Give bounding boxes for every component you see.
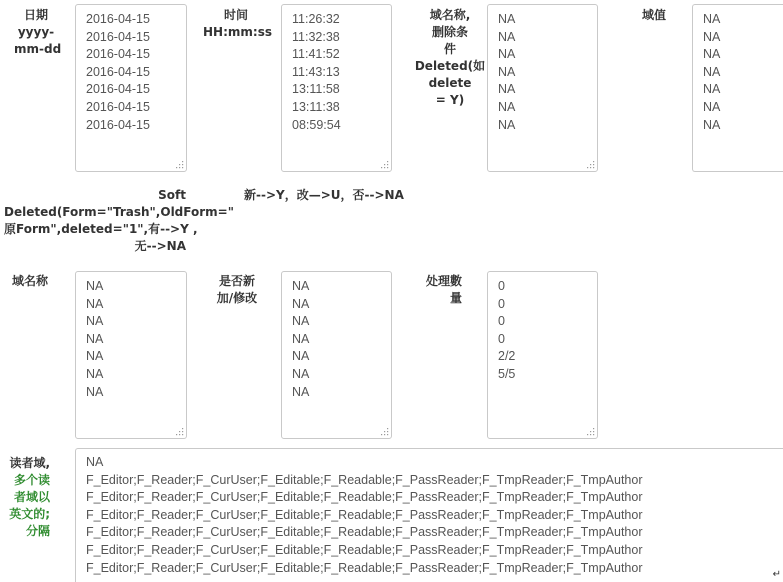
field-name-delete-value: NA bbox=[498, 47, 516, 62]
field-name-delete-label-line: 删除条 bbox=[431, 25, 468, 39]
field-value-value: NA bbox=[703, 99, 721, 114]
field-value-label bbox=[630, 7, 678, 24]
new-modify-legend-text: 新-->Y，改—>U，否-->NA bbox=[244, 188, 404, 202]
time-textarea[interactable] bbox=[281, 4, 392, 172]
reader-field-note-line: 者域以 bbox=[13, 490, 50, 504]
resize-grip-icon[interactable] bbox=[381, 161, 389, 169]
field-value-value: NA bbox=[703, 29, 721, 44]
reader-field-value: F_Editor;F_Reader;F_CurUser;F_Editable;F_Readable;F_PassReader;F_TmpReader;F_TmpAuthor bbox=[86, 542, 643, 557]
date-label-line: yyyy- bbox=[17, 25, 55, 39]
is-new-modified-value: NA bbox=[292, 296, 310, 311]
date-value: 2016-04-15 bbox=[86, 47, 150, 62]
resize-grip-icon[interactable] bbox=[587, 161, 595, 169]
field-name-delete-value: NA bbox=[498, 64, 516, 79]
is-new-modified-value: NA bbox=[292, 331, 310, 346]
reader-field-label-line: 读者域, bbox=[9, 456, 50, 470]
is-new-modified-textarea[interactable] bbox=[281, 271, 392, 439]
process-count-value: 0 bbox=[498, 296, 505, 311]
soft-deleted-label bbox=[4, 187, 234, 255]
process-count-value: 0 bbox=[498, 314, 505, 329]
is-new-modified-label-line: 加/修改 bbox=[216, 291, 258, 305]
field-value-value: NA bbox=[703, 82, 721, 97]
field-name-delete-label-line: delete bbox=[428, 76, 472, 90]
field-name-delete-value: NA bbox=[498, 117, 516, 132]
reader-field-textarea[interactable] bbox=[75, 448, 783, 582]
time-value: 08:59:54 bbox=[292, 117, 341, 132]
new-modify-legend bbox=[244, 187, 404, 204]
process-count-label-line: 处理數 bbox=[425, 274, 462, 288]
reader-field-value: F_Editor;F_Reader;F_CurUser;F_Editable;F_Readable;F_PassReader;F_TmpReader;F_TmpAuthor bbox=[86, 507, 643, 522]
soft-deleted-label-line: 无-->NA bbox=[134, 239, 186, 253]
field-name-value: NA bbox=[86, 384, 104, 399]
date-label-line: 日期 bbox=[23, 8, 48, 22]
process-count-value: 5/5 bbox=[498, 366, 516, 381]
process-count-label-line: 量 bbox=[449, 291, 462, 305]
process-count-value: 0 bbox=[498, 331, 505, 346]
field-name-textarea[interactable] bbox=[75, 271, 187, 439]
process-count-value: 2/2 bbox=[498, 349, 516, 364]
is-new-modified-label bbox=[210, 273, 264, 307]
resize-grip-icon[interactable] bbox=[381, 428, 389, 436]
date-value: 2016-04-15 bbox=[86, 82, 150, 97]
field-name-delete-value: NA bbox=[498, 12, 516, 26]
is-new-modified-value: NA bbox=[292, 366, 310, 381]
reader-field-note-line: 英文的; bbox=[9, 507, 50, 521]
is-new-modified-value: NA bbox=[292, 384, 310, 399]
time-value: 11:32:38 bbox=[292, 29, 340, 44]
date-label-line: mm-dd bbox=[14, 42, 62, 56]
time-value: 13:11:58 bbox=[292, 82, 340, 97]
field-name-delete-label-line: = Y) bbox=[435, 93, 465, 107]
date-textarea[interactable] bbox=[75, 4, 187, 172]
field-name-delete-label-line: Deleted(如 bbox=[414, 59, 486, 73]
field-name-delete-value: NA bbox=[498, 29, 516, 44]
soft-deleted-label-line: 原Form",deleted="1",有-->Y , bbox=[4, 222, 198, 236]
field-name-delete-label-line: 域名称, bbox=[429, 8, 471, 22]
time-value: 11:26:32 bbox=[292, 12, 340, 26]
field-name-label-line: 域名称 bbox=[11, 274, 48, 288]
process-count-label bbox=[416, 273, 462, 307]
field-name-delete-value: NA bbox=[498, 99, 516, 114]
field-name-delete-label bbox=[413, 7, 487, 109]
reader-field-value: F_Editor;F_Reader;F_CurUser;F_Editable;F_Readable;F_PassReader;F_TmpReader;F_TmpAuthor bbox=[86, 525, 643, 540]
time-value: 11:41:52 bbox=[292, 47, 340, 62]
field-name-label bbox=[8, 273, 52, 290]
soft-deleted-label-line: Deleted(Form="Trash",OldForm=" bbox=[4, 205, 234, 219]
process-count-value: 0 bbox=[498, 279, 505, 293]
field-name-value: NA bbox=[86, 349, 104, 364]
reader-field-value: F_Editor;F_Reader;F_CurUser;F_Editable;F_Readable;F_PassReader;F_TmpReader;F_TmpAuthor bbox=[86, 560, 643, 575]
field-name-value: NA bbox=[86, 314, 104, 329]
date-value: 2016-04-15 bbox=[86, 12, 150, 26]
is-new-modified-value: NA bbox=[292, 279, 310, 293]
field-value-label-line: 域值 bbox=[641, 8, 666, 22]
reader-field-value: NA bbox=[86, 455, 104, 469]
resize-grip-icon[interactable] bbox=[176, 161, 184, 169]
reader-field-value: F_Editor;F_Reader;F_CurUser;F_Editable;F_Readable;F_PassReader;F_TmpReader;F_TmpAuthor bbox=[86, 490, 643, 505]
field-name-value: NA bbox=[86, 296, 104, 311]
time-label-line: HH:mm:ss bbox=[203, 25, 272, 39]
field-value-value: NA bbox=[703, 64, 721, 79]
date-value: 2016-04-15 bbox=[86, 29, 150, 44]
field-value-value: NA bbox=[703, 12, 721, 26]
soft-deleted-label-line: Soft bbox=[158, 188, 186, 202]
date-value: 2016-04-15 bbox=[86, 64, 150, 79]
reader-field-note-line: 多个读 bbox=[13, 473, 50, 487]
field-name-value: NA bbox=[86, 331, 104, 346]
is-new-modified-value: NA bbox=[292, 314, 310, 329]
reader-field-value: F_Editor;F_Reader;F_CurUser;F_Editable;F_Readable;F_PassReader;F_TmpReader;F_TmpAuthor bbox=[86, 472, 643, 487]
reader-field-note-line: 分隔 bbox=[25, 524, 50, 538]
field-name-delete-textarea[interactable] bbox=[487, 4, 598, 172]
time-label bbox=[200, 7, 272, 41]
is-new-modified-value: NA bbox=[292, 349, 310, 364]
process-count-textarea[interactable] bbox=[487, 271, 598, 439]
field-name-delete-label-line: 件 bbox=[443, 42, 456, 56]
field-name-delete-value: NA bbox=[498, 82, 516, 97]
field-name-value: NA bbox=[86, 279, 104, 293]
time-label-line: 时间 bbox=[223, 8, 248, 22]
paragraph-mark-icon: ↵ bbox=[772, 569, 781, 580]
time-value: 13:11:38 bbox=[292, 99, 340, 114]
resize-grip-icon[interactable] bbox=[176, 428, 184, 436]
is-new-modified-label-line: 是否新 bbox=[218, 274, 255, 288]
date-value: 2016-04-15 bbox=[86, 117, 150, 132]
field-value-textarea[interactable] bbox=[692, 4, 783, 172]
field-value-value: NA bbox=[703, 117, 721, 132]
reader-field-label bbox=[4, 455, 50, 540]
time-value: 11:43:13 bbox=[292, 64, 340, 79]
field-value-value: NA bbox=[703, 47, 721, 62]
resize-grip-icon[interactable] bbox=[587, 428, 595, 436]
date-value: 2016-04-15 bbox=[86, 99, 150, 114]
field-name-value: NA bbox=[86, 366, 104, 381]
date-label bbox=[14, 7, 62, 58]
